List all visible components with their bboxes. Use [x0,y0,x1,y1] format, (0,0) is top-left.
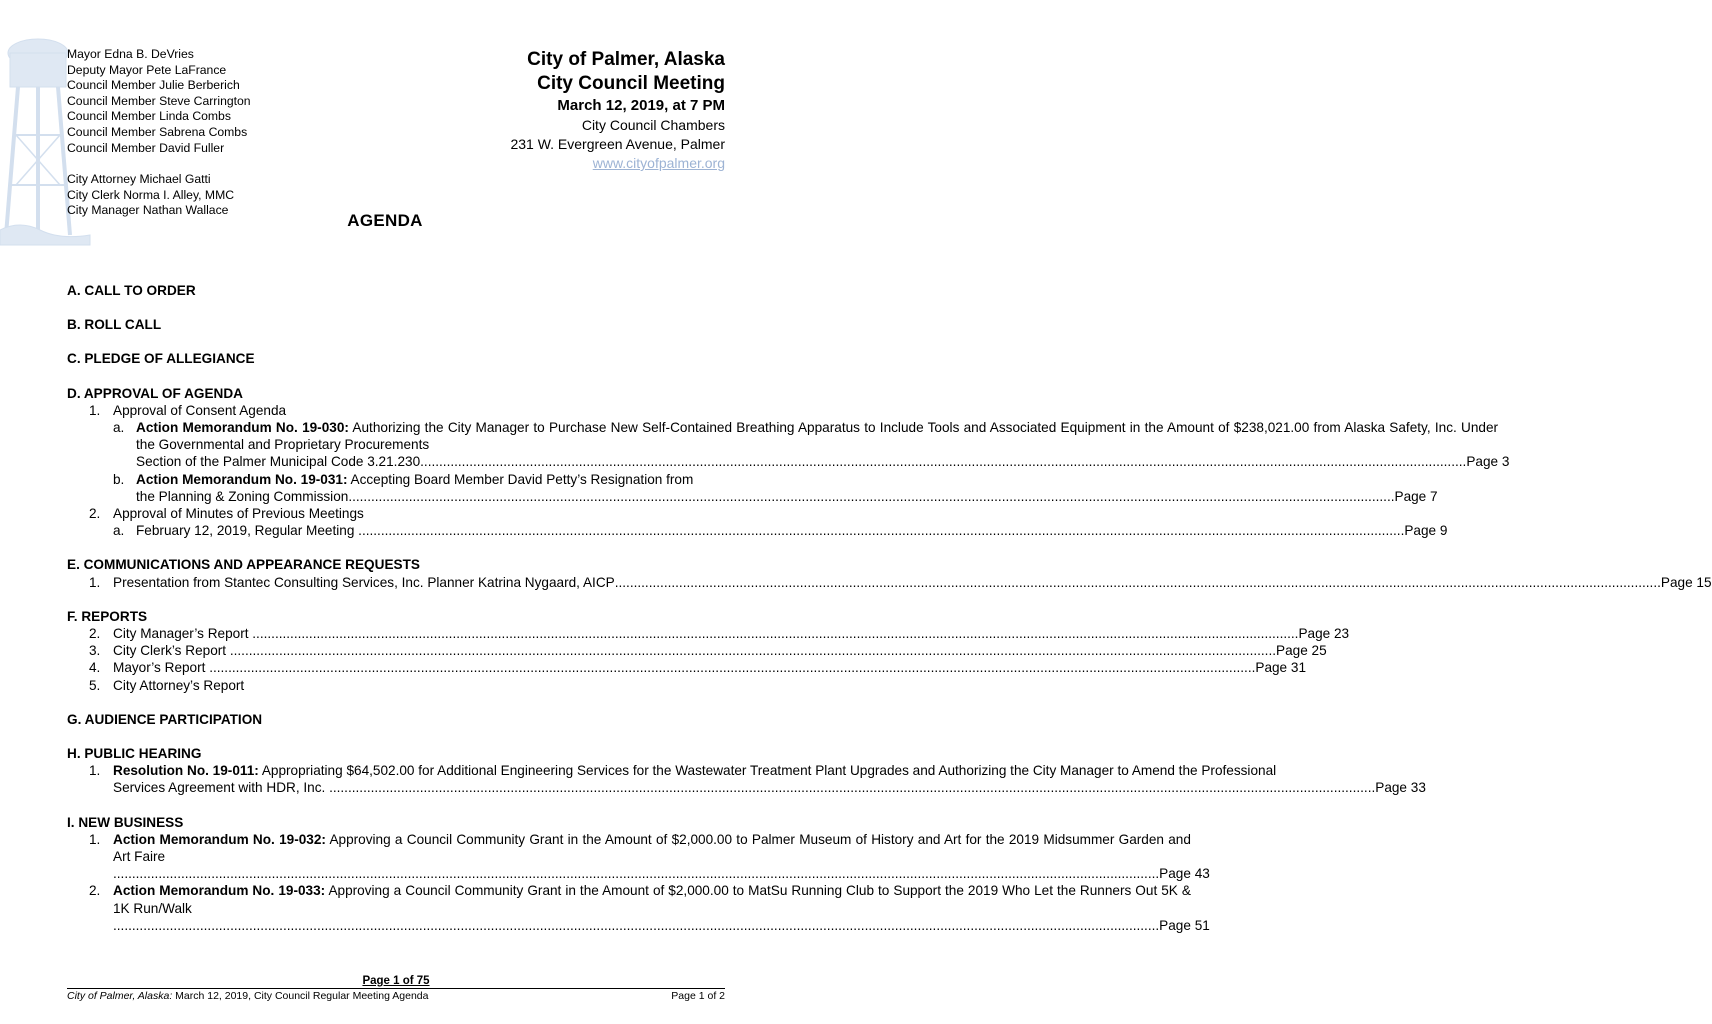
section-pledge: C. PLEDGE OF ALLEGIANCE [67,351,255,367]
page-ref: Page 7 [1394,488,1438,504]
list-item: 1. Action Memorandum No. 19-032: Approving a Council Community Grant in the Amount of $2,000.00 to Palmer Museum of History and Art for the 2019 Midsummer Garden and Art Faire ..... Page 43 [67,831,725,883]
list-item: 3. City Clerk’s Report ..... Page 25 [67,642,725,659]
official-council-member: Council Member Julie Berberich [67,78,240,93]
page-ref: Page 3 [1466,454,1510,470]
list-item: 2. Action Memorandum No. 19-033: Approving a Council Community Grant in the Amount of $2,000.00 to MatSu Running Club to Support the 2019 Who Let the Runners Out 5K & 1K Run/Walk ..... Page 51 [67,882,725,934]
list-item: 2. Approval of Minutes of Previous Meetings [89,506,364,522]
city-name: City of Palmer, Alaska [527,49,725,70]
toc-line [113,917,1210,934]
meeting-address: 231 W. Evergreen Avenue, Palmer [510,136,725,152]
item-title: Action Memorandum No. 19-033: [113,883,326,899]
section-call-to-order: A. CALL TO ORDER [67,283,196,298]
item-title: Action Memorandum No. 19-030: [136,420,349,436]
list-item: 1. Approval of Consent Agenda [89,402,287,418]
page-ref: Page 23 [1298,626,1350,642]
meeting-date: March 12, 2019, at 7 PM [557,97,725,114]
page-ref: Page 9 [1404,523,1448,539]
meeting-header [510,48,725,173]
official-council-member: Council Member David Fuller [67,140,225,155]
list-item: 1. Presentation from Stantec Consulting Services, Inc. Planner Katrina Nygaard, AICP ..... Page 15 [67,574,725,591]
list-item: 1. Resolution No. 19-011: Appropriating $64,502.00 for Additional Engineering Services for the Wastewater Treatment Plant Upgrades and Authorizing the City Manager to Amend the Professional Services Agreement with HDR, Inc. ..... Page 33 [67,762,725,796]
item-title: Action Memorandum No. 19-032: [113,831,326,847]
officials-list [67,47,251,219]
page-ref: Page 31 [1255,660,1307,676]
website-link[interactable]: www.cityofpalmer.org [592,155,725,171]
footer-description: March 12, 2019, City Council Regular Meeting Agenda [172,990,429,1002]
toc-line: Services Agreement with HDR, Inc. ..... Page 33 [113,779,1407,796]
official-council-member: Council Member Linda Combs [67,109,231,124]
section-communications: E. COMMUNICATIONS AND APPEARANCE REQUESTS [67,557,420,573]
list-item: a. Action Memorandum No. 19-030: Authorizing the City Manager to Purchase New Self-Contained Breathing Apparatus to Include Tools and Associated Equipment in the Amount of $238,021.00 from Alaska Safety, Inc. Under the Governmental and Proprietary Procurements Section of the Palmer Municipal Code 3.21.230 ..... Page 3 [67,419,725,471]
meeting-location: City Council Chambers [581,117,725,133]
page-ref: Page 15 [1660,574,1712,590]
footer-city: City of Palmer, Alaska: [67,990,173,1002]
official-council-member: Council Member Steve Carrington [67,93,251,108]
official-deputy-mayor: Deputy Mayor Pete LaFrance [67,62,227,77]
section-audience-participation: G. AUDIENCE PARTICIPATION [67,711,263,727]
toc-line: the Planning & Zoning Commission ..... Page 7 [136,488,1426,505]
agenda-body [67,282,1712,934]
section-roll-call: B. ROLL CALL [67,317,162,333]
page-ref: Page 25 [1276,643,1327,659]
toc-line [113,865,1210,882]
official-council-member: Council Member Sabrena Combs [67,124,248,139]
staff-city-clerk: City Clerk Norma I. Alley, MMC [67,187,235,202]
page-footer [67,975,725,1002]
section-approval-of-agenda: D. APPROVAL OF AGENDA [67,385,243,401]
staff-city-manager: City Manager Nathan Wallace [67,203,229,218]
page-ref: Page 43 [1159,866,1210,882]
agenda-title: AGENDA [347,211,423,230]
section-public-hearing: H. PUBLIC HEARING [67,746,202,762]
list-item: a. February 12, 2019, Regular Meeting ..... Page 9 [67,522,725,539]
staff-city-attorney: City Attorney Michael Gatti [67,172,211,187]
page-ref: Page 51 [1159,917,1210,933]
official-mayor: Mayor Edna B. DeVries [67,47,194,61]
section-new-business: I. NEW BUSINESS [67,814,184,830]
meeting-name: City Council Meeting [537,73,725,94]
footer-line [67,988,725,1002]
page-ref: Page 33 [1375,780,1426,796]
packet-page-number: Page 1 of 75 [362,975,430,987]
list-item: 2. City Manager’s Report ..... Page 23 [67,625,725,642]
item-title: Action Memorandum No. 19-031: [136,471,348,487]
list-item: b. Action Memorandum No. 19-031: Accepting Board Member David Petty’s Resignation from the Planning & Zoning Commission ..... Page 7 [67,471,725,505]
item-title: Resolution No. 19-011: [113,763,259,779]
section-reports: F. REPORTS [67,608,148,624]
footer-page-number: Page 1 of 2 [671,990,725,1002]
toc-line: Section of the Palmer Municipal Code 3.21.230 ..... Page 3 [136,453,1498,470]
list-item: 5. City Attorney’s Report [89,677,245,693]
list-item: 4. Mayor’s Report ..... Page 31 [67,659,725,676]
